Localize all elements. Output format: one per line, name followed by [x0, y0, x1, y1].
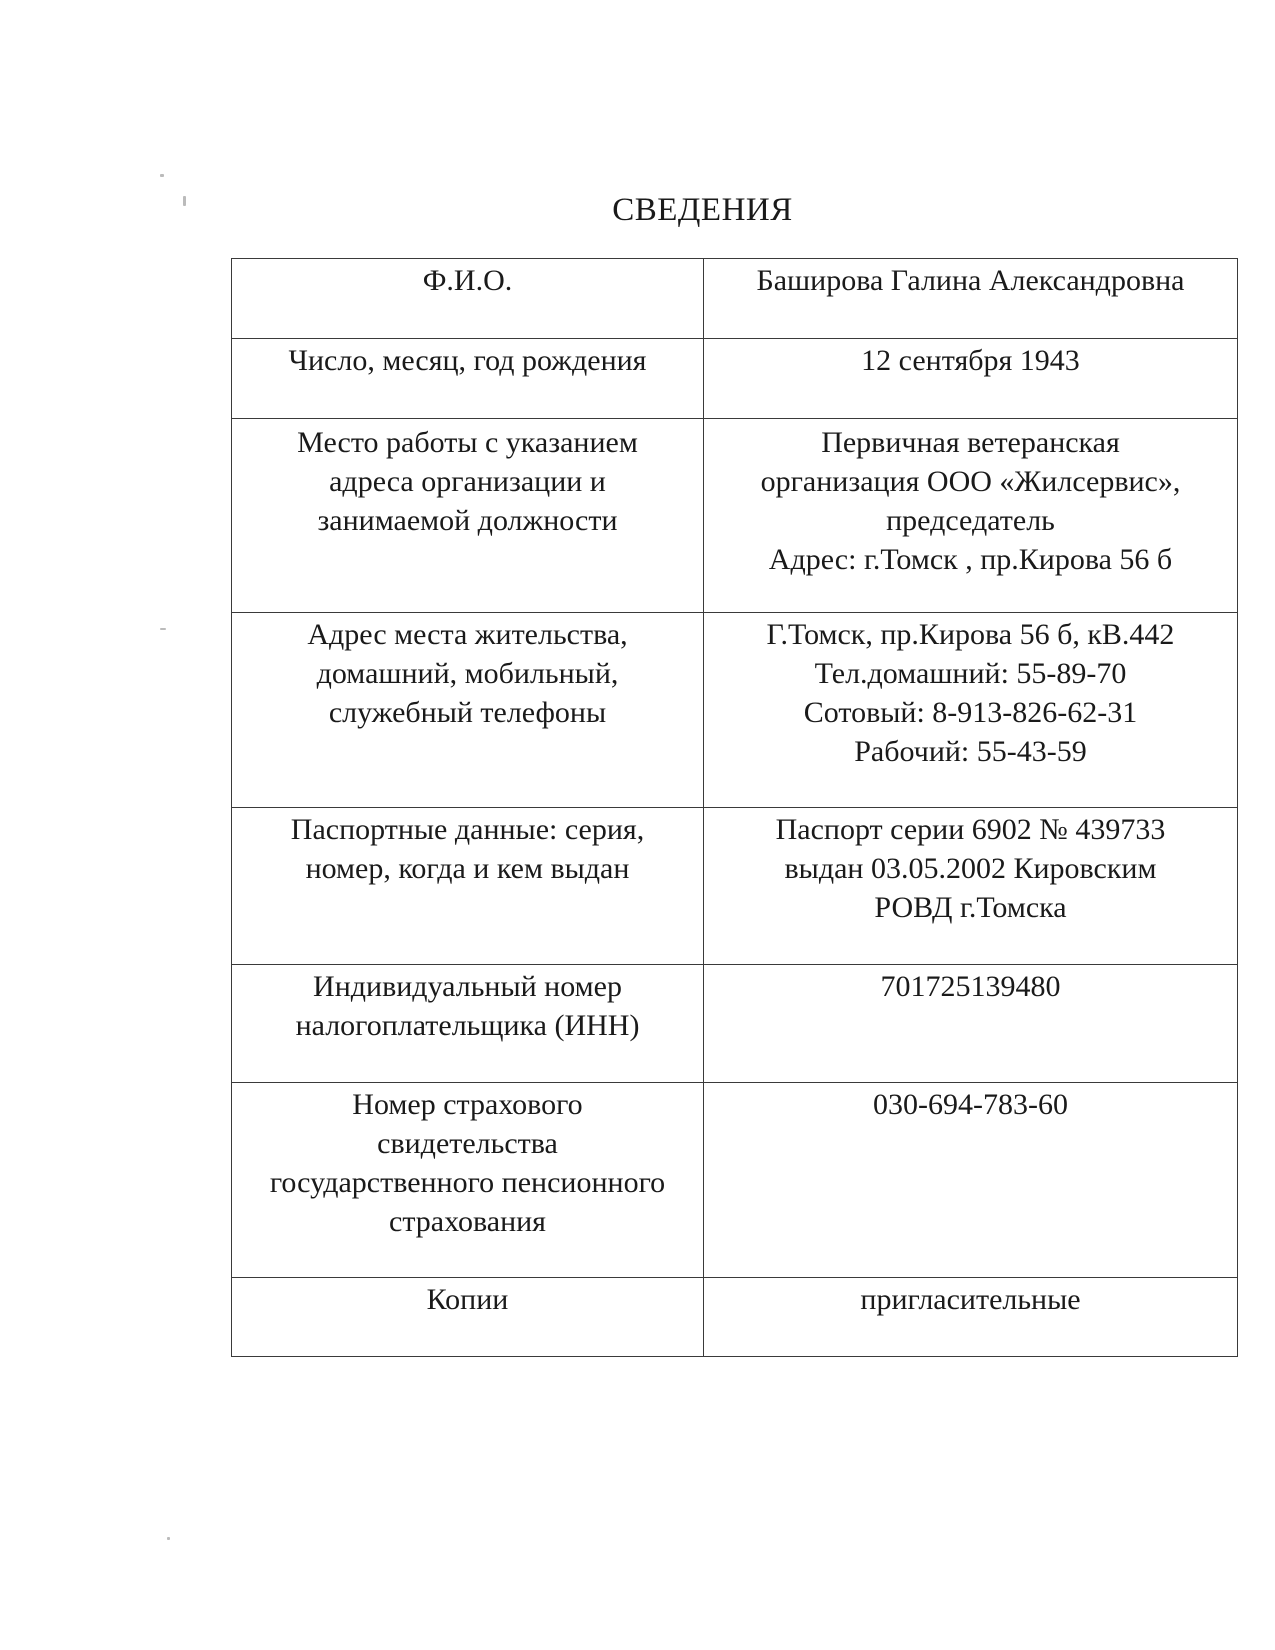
document-title: СВЕДЕНИЯ	[612, 192, 793, 228]
row-value-address-phones: Г.Томск, пр.Кирова 56 б, кВ.442 Тел.домашний: 55-89-70 Сотовый: 8-913-826-62-31 Рабочий: 55-43-59	[704, 613, 1238, 808]
scan-speck	[160, 628, 166, 630]
row-value-workplace: Первичная ветеранская организация ООО «Жилсервис», председатель Адрес: г.Томск , пр.Кирова 56 б	[704, 419, 1238, 613]
row-label-workplace: Место работы с указанием адреса организации и занимаемой должности	[232, 419, 704, 613]
row-label-full-name: Ф.И.О.	[232, 259, 704, 339]
table-row	[232, 613, 1238, 808]
row-label-copies: Копии	[232, 1278, 704, 1357]
scan-speck	[167, 1537, 170, 1540]
table-row	[232, 1083, 1238, 1278]
table-row	[232, 965, 1238, 1083]
table-row	[232, 808, 1238, 965]
table-row	[232, 419, 1238, 613]
row-label-inn: Индивидуальный номер налогоплательщика (ИНН)	[232, 965, 704, 1083]
scan-speck	[160, 174, 164, 177]
row-value-pension-insurance: 030-694-783-60	[704, 1083, 1238, 1278]
row-value-copies: пригласительные	[704, 1278, 1238, 1357]
row-label-address-phones: Адрес места жительства, домашний, мобильный, служебный телефоны	[232, 613, 704, 808]
row-label-passport: Паспортные данные: серия, номер, когда и кем выдан	[232, 808, 704, 965]
table-row	[232, 339, 1238, 419]
row-label-pension-insurance: Номер страхового свидетельства государственного пенсионного страхования	[232, 1083, 704, 1278]
row-label-birth-date: Число, месяц, год рождения	[232, 339, 704, 419]
row-value-birth-date: 12 сентября 1943	[704, 339, 1238, 419]
table-row	[232, 1278, 1238, 1357]
row-value-passport: Паспорт серии 6902 № 439733 выдан 03.05.2002 Кировским РОВД г.Томска	[704, 808, 1238, 965]
table-row	[232, 259, 1238, 339]
row-value-full-name: Баширова Галина Александровна	[704, 259, 1238, 339]
personal-info-table	[231, 258, 1238, 1357]
row-value-inn: 701725139480	[704, 965, 1238, 1083]
